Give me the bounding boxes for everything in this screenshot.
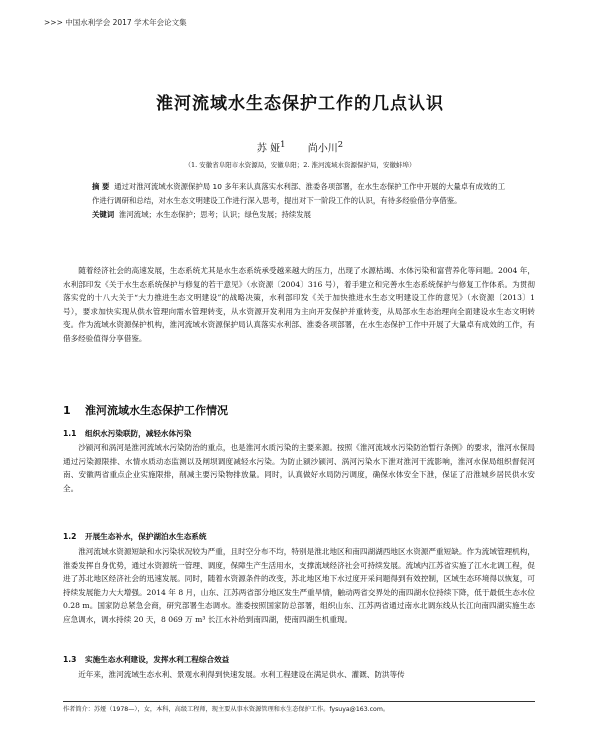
subsection-number: 1.2 (63, 532, 77, 541)
introduction (63, 264, 535, 346)
paragraph: 近年来，淮河流域生态水利、景观水利得到快速发展。水利工程建设在满足供水、灌溉、防洪等传 (78, 670, 405, 679)
section-heading (63, 402, 228, 418)
paper-title: 淮河流域水生态保护工作的几点认识 (156, 94, 444, 114)
keywords-label: 关键词 (92, 210, 115, 219)
section-number: 1 (63, 404, 71, 417)
subsection-number: 1.1 (63, 429, 77, 438)
affiliation: （1. 安徽省阜阳市水资源局，安徽阜阳；2. 淮河流域水资源保护局，安徽蚌埠） (184, 161, 416, 169)
abstract-label: 摘 要 (92, 182, 110, 191)
subsection-heading (63, 654, 229, 665)
subsection-title: 开展生态补水，保护湖泊水生态系统 (85, 532, 207, 541)
author-name: 苏 娅 (256, 143, 281, 155)
subsection-heading (63, 531, 207, 542)
keywords-text: 淮河流域；水生态保护；思考；认识；绿色发展；持续发展 (118, 210, 312, 219)
footnote-rule (63, 701, 535, 702)
subsection-title: 组织水污染联防，减轻水体污染 (85, 429, 192, 438)
running-header: >>> 中国水利学会 2017 学术年会论文集 (44, 18, 187, 27)
subsection-title: 实施生态水利建设，发挥水利工程综合效益 (85, 655, 230, 664)
author-line (0, 139, 600, 154)
keywords (92, 208, 512, 222)
abstract (92, 180, 512, 208)
subsection-body (63, 668, 535, 682)
author-name: 尚小川 (307, 143, 338, 155)
subsection-number: 1.3 (63, 655, 77, 664)
abstract-block (92, 180, 512, 222)
intro-paragraph: 随着经济社会的高速发展，生态系统尤其是水生态系统承受越来越大的压力，出现了水源枯竭、水体污染和富营养化等问题。2004 年，水利部印发《关于水生态系统保护与修复的若干意见》（水资源〔2004〕316 号），着手建立和完善水生态系统保护与修复工作体系。为贯彻落实党的十八大关于“大力推进生态文明建设”的战略决策，水利部印发《关于加快推进水生态文明建设工作的意见》（水资源〔2013〕1 号），要求加快实现从供水管理向需水管理转变，从水资源开发利用为主向开发保护并重转变，从局部水生态治理向全面建设水生态文明转变。作为流域水资源保护机构，淮河流域水资源保护局认真落实水利部、淮委各项部署，在水生态保护工作中开展了大量卓有成效的工作，有借多经验值得分享借鉴。 (63, 266, 535, 343)
paragraph: 淮河流域水资源短缺和水污染状况较为严重，且时空分布不均，特别是淮北地区和南四湖湖西地区水资源严重短缺。作为流域管理机构，淮委发挥自身优势，通过水资源统一管理、调度，保障生产生活用水，支撑流域经济社会可持续发展。流域内江苏省实施了江水北调工程，促进了苏北地区经济社会的迅速发展。同时，随着水资源条件的改变，苏北地区地下水过度开采问题得到有效控制，区域生态环境得以恢复，可持续发展能力大大增强。2014 年 8 月，山东、江苏两省部分地区发生严重旱情，触动两省交界处的南四湖水位持续下降，低于最低生态水位 0.28 m。国家防总紧急会商，研究部署生态调水。淮委按照国家防总部署，组织山东、江苏两省通过南水北调东线从长江向南四湖实施生态应急调水，调水持续 20 天，8 069 万 m³ 长江水补给到南四湖，使南四湖生机重现。 (63, 547, 535, 624)
subsection-body (63, 441, 535, 495)
author-affiliation-mark: 2 (337, 139, 344, 149)
section-title: 淮河流域水生态保护工作情况 (85, 404, 228, 417)
paragraph: 沙颍河和涡河是淮河流域水污染防治的重点，也是淮河水质污染的主要来源。按照《淮河流域水污染防治暂行条例》的要求，淮河水保局通过污染源限排、水情水质动态监测以及闸坝调度减轻水污染。为防止颍沙颍河、涡河污染水下泄对淮河干流影响，淮河水保局组织督促河南、安徽两省重点企业实施限排，削减主要污染物排放量。同时，认真做好水局防污调度，确保水体安全下泄，保证了沿淮城乡居民供水安全。 (63, 443, 535, 493)
subsection-heading (63, 428, 191, 439)
footnote: 作者简介：苏娅（1978—），女，本科，高级工程师，现主要从事水资源管理和水生态保护工作。fysuya@163.com。 (63, 706, 390, 713)
abstract-text: 通过对淮河流域水资源保护局 10 多年来认真落实水利部、淮委各项部署，在水生态保护工作中开展的大量卓有成效的工作进行调研和总结，对水生态文明建设工作进行深入思考，提出对下一阶段工作的认识，有待多经验借分享借鉴。 (92, 182, 506, 205)
subsection-body (63, 545, 535, 627)
author-affiliation-mark: 1 (280, 139, 286, 149)
